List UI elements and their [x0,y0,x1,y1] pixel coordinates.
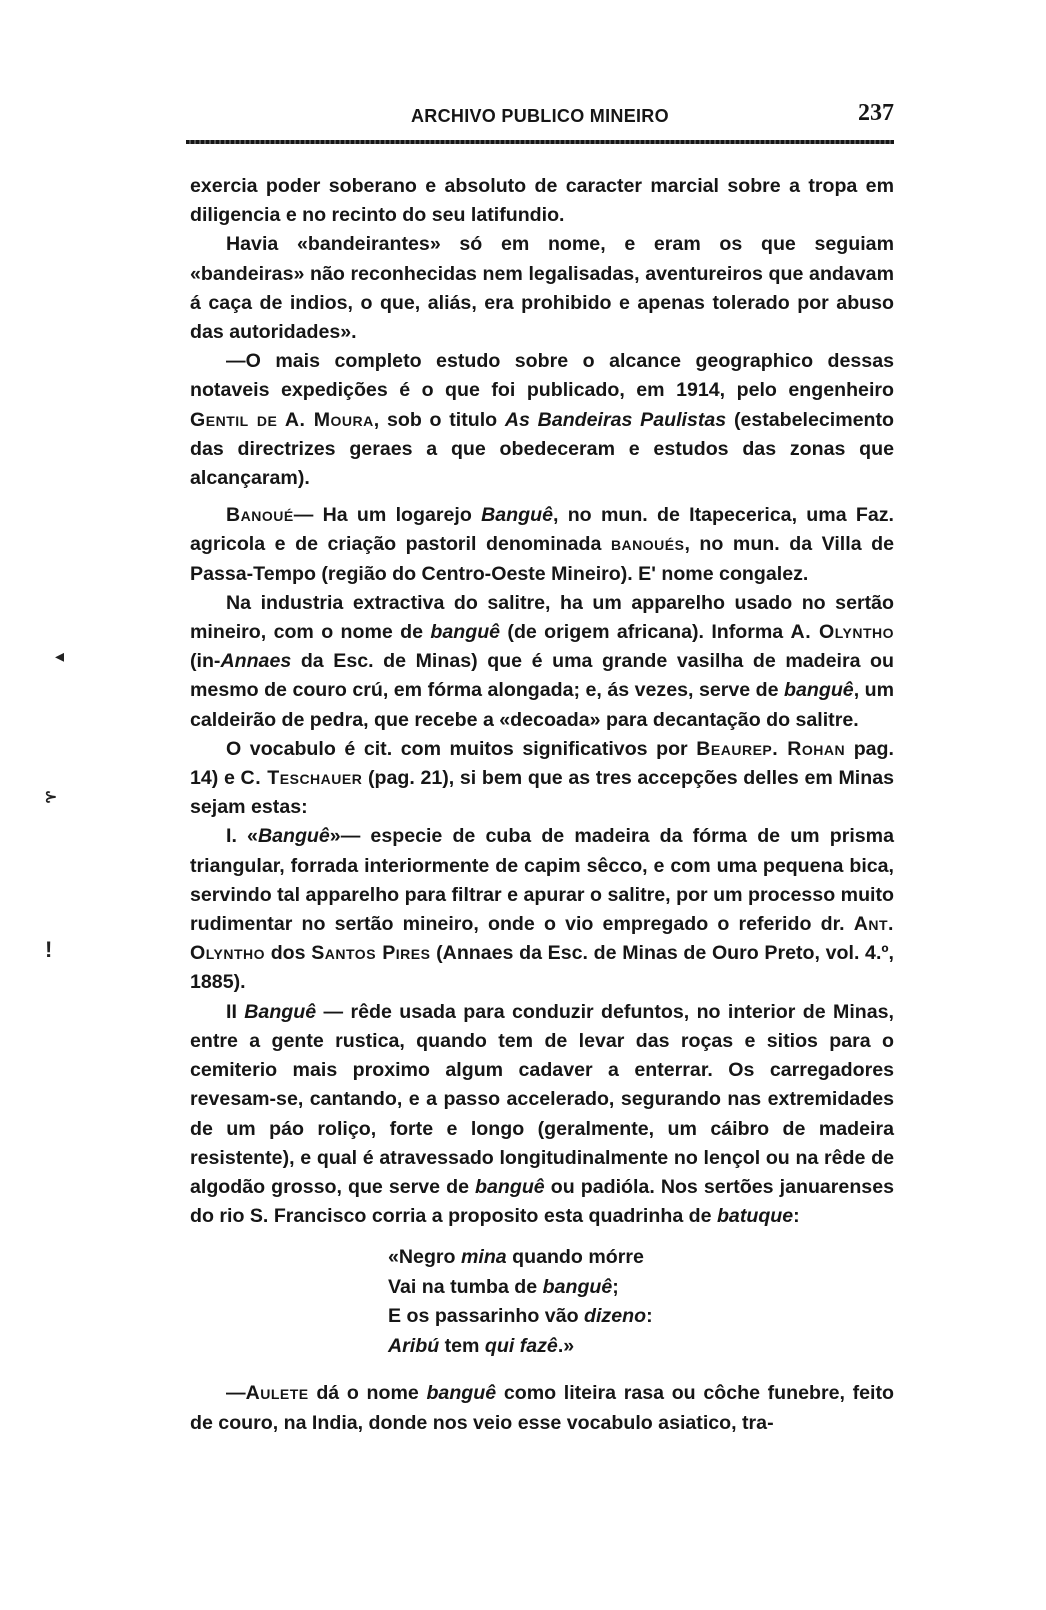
italic-term: Banguê [244,1000,317,1023]
text-run: , um caldeirão de pedra, que recebe a «decoada» para decantação do salitre. [190,679,895,731]
text-run: — rêde usada para conduzir defuntos, no interior de Minas, entre a gente rustica, quando tem de levar das roças e sitios para o cemiterio mais proximo algum cadaver a enterrar. Os carregadores revesam-se, cantando, e a passo accelerado, segurando nas extremidades de um páo roliço, forte e longo (geralmente, um cáibro de madeira resistente), e qual é atravessado longitudinalmente no lençol ou na rêde de algodão grosso, que serve de [190,1000,894,1198]
text-run: (in- [190,650,221,673]
header-rule [186,140,894,144]
text-run: — Ha um logarejo [293,504,482,527]
italic-term: banguê [430,621,501,644]
text-run: (Annaes da Esc. de Minas de Ouro Preto, vol. 4.º, 1885). [190,942,894,994]
text-run: »— especie de cuba de madeira da fórma de um prisma triangular, forrada interiormente de capim sêcco, e com uma pequena bica, servindo tal apparelho para filtrar e apurar o salitre, por um processo muito rudimentar no sertão mineiro, onde o vio empregado o referido dr. [190,825,894,936]
text-run: (pag. 21), si bem que as tres accepções delles em Minas sejam estas: [190,767,894,819]
author-name: C. Teschauer [240,767,363,790]
italic-term: Aribú [388,1334,440,1357]
text-run: , no mun. da Villa de Passa-Tempo (região do Centro-Oeste Mineiro). E' nome congalez. [190,533,894,585]
verse-line [388,1332,894,1362]
text-run: como liteira rasa ou côche funebre, feito de couro, na India, donde nos veio esse vocabulo asiatico, tra- [190,1382,894,1434]
italic-term: dizeno [584,1305,647,1328]
text-run: «Negro [388,1246,461,1269]
author-name: Ant. Olyntho [190,913,894,965]
text-run: Vai na tumba de [388,1275,543,1298]
body-text [190,172,894,1438]
text-run: E os passarinho vão [388,1305,585,1328]
text-run: (estabelecimento das directrizes geraes a que obedeceram e estudos das zonas que alcançaram). [190,408,895,490]
paragraph [190,735,894,823]
text-run: dá o nome [308,1382,427,1405]
margin-mark: ⊱ [44,789,58,806]
italic-term: banguê [784,679,854,702]
paragraph [190,172,894,230]
text-run: : [646,1305,653,1328]
author-name: A. Olyntho [790,621,895,644]
paragraph-text: exercia poder soberano e absoluto de caracter marcial sobre a tropa em diligencia e no recinto do seu latifundio. [190,175,894,227]
paragraph [190,1379,894,1437]
verse-line [388,1302,894,1332]
author-name: Beaurep. Rohan [696,737,846,760]
text-run: —O mais completo estudo sobre o alcance geographico dessas notaveis expedições é o que foi publicado, em 1914, pelo engenheiro [190,350,894,402]
text-run: , sob o titulo [373,408,505,431]
paragraph [190,998,894,1232]
paragraph [190,822,894,997]
entry-headword: Banoué [226,504,294,527]
verse-line [388,1243,894,1273]
italic-term: qui fazê [484,1334,558,1357]
book-title: As Bandeiras Paulistas [504,408,727,431]
text-run: ou padióla. Nos sertões januarenses do rio S. Francisco corria a proposito esta quadrinha de [190,1175,894,1228]
small-caps-term: banoués [610,533,685,556]
text-run: (de origem africana). Informa [500,621,791,644]
italic-term: mina [460,1246,507,1269]
verse-line [388,1273,894,1303]
page-header [186,100,894,136]
running-head: ARCHIVO PUBLICO MINEIRO [411,106,669,126]
entry-paragraph [190,501,894,589]
page-number: 237 [858,100,894,126]
italic-term: batuque [716,1205,794,1228]
text-run: .» [557,1334,575,1357]
paragraph [190,589,894,735]
text-run: O vocabulo é cit. com muitos significativos por [226,737,697,760]
author-name: Gentil de A. Moura [190,408,374,431]
verse-quatrain [388,1243,894,1361]
text-run: dos [265,942,312,965]
italic-term: banguê [475,1175,545,1198]
text-run: tem [439,1334,485,1357]
text-run: ; [612,1275,619,1298]
author-name: Aulete [245,1382,309,1405]
author-name: Santos Pires [311,942,431,965]
italic-term: Banguê [257,825,330,848]
paragraph-text: Havia «bandeirantes» só em nome, e eram os que seguiam «bandeiras» não reconhecidas nem legalisadas, aventureiros que andavam á caça de indios, o que, aliás, era prohibido e apenas tolerado por abuso das autoridades». [190,233,894,344]
text-run: pag. 14) e [190,737,894,790]
italic-term: banguê [426,1382,497,1405]
text-run: , no mun. de Itapecerica, uma Faz. agricola e de criação pastoril denominada [190,504,894,556]
italic-term: banguê [542,1275,613,1298]
text-run: Na industria extractiva do salitre, ha um apparelho usado no sertão mineiro, com o nome de [190,591,894,644]
paragraph [190,230,894,347]
text-run: II [226,1000,245,1023]
text-run: I. « [226,825,258,848]
text-run: — [226,1382,246,1405]
paragraph [190,347,894,493]
italic-term: Annaes [220,650,292,673]
text-run: : [793,1205,800,1228]
margin-mark: ◂ [55,646,65,666]
italic-term: Banguê [481,504,553,527]
text-run: quando mórre [506,1246,644,1269]
margin-mark: ǃ [45,937,53,962]
text-run: da Esc. de Minas) que é uma grande vasilha de madeira ou mesmo de couro crú, em fórma alongada; e, ás vezes, serve de [190,650,894,702]
